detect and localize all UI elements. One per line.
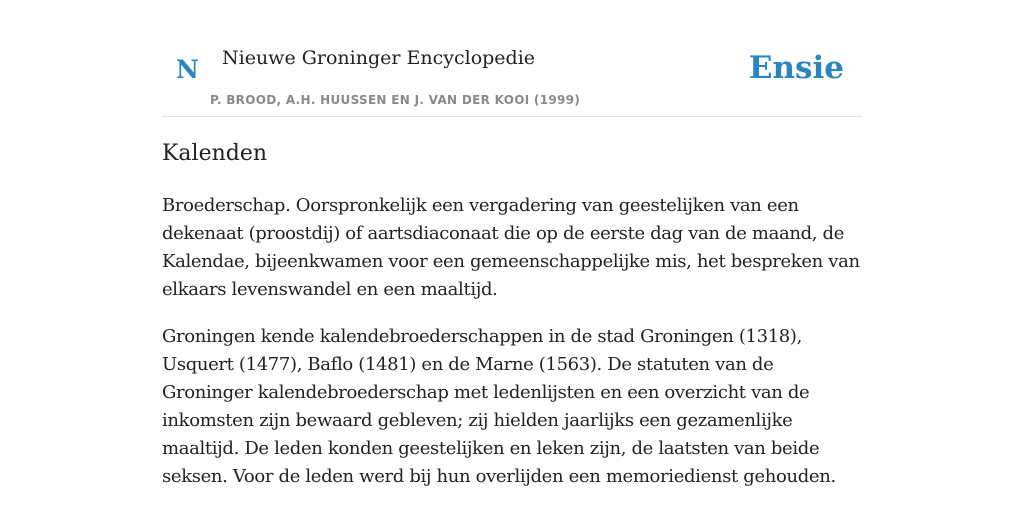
paragraph: Broederschap. Oorspronkelijk een vergadering van geestelijken van een dekenaat (proostdij) of aartsdiaconaat die op de eerste dag van de maand, de Kalendae, bijeenkwamen voor een gemeenschappelijke mis, het bespreken van elkaars levenswandel en een maaltijd. bbox=[162, 195, 860, 300]
brand-logo[interactable]: Ensie bbox=[748, 50, 844, 86]
book-title[interactable]: Nieuwe Groninger Encyclopedie bbox=[222, 47, 536, 69]
entry-body bbox=[162, 192, 862, 510]
paragraph: Groningen kende kalendebroederschappen in de stad Groningen (1318), Usquert (1477), Baflo (1481) en de Marne (1563). De statuten van de Groninger kalendebroederschap met ledenlijsten en een overzicht van de inkomsten zijn bewaard gebleven; zij hielden jaarlijks een gezamenlijke maaltijd. De leden konden geestelijken en leken zijn, de laatsten van beide seksen. Voor de leden werd bij hun overlijden een memoriedienst gehouden. bbox=[162, 326, 836, 487]
book-logo[interactable]: N bbox=[176, 55, 199, 84]
book-header bbox=[162, 36, 862, 117]
book-authors: P. BROOD, A.H. HUUSSEN EN J. VAN DER KOOI (1999) bbox=[210, 93, 581, 107]
entry-title: Kalenden bbox=[162, 141, 268, 166]
